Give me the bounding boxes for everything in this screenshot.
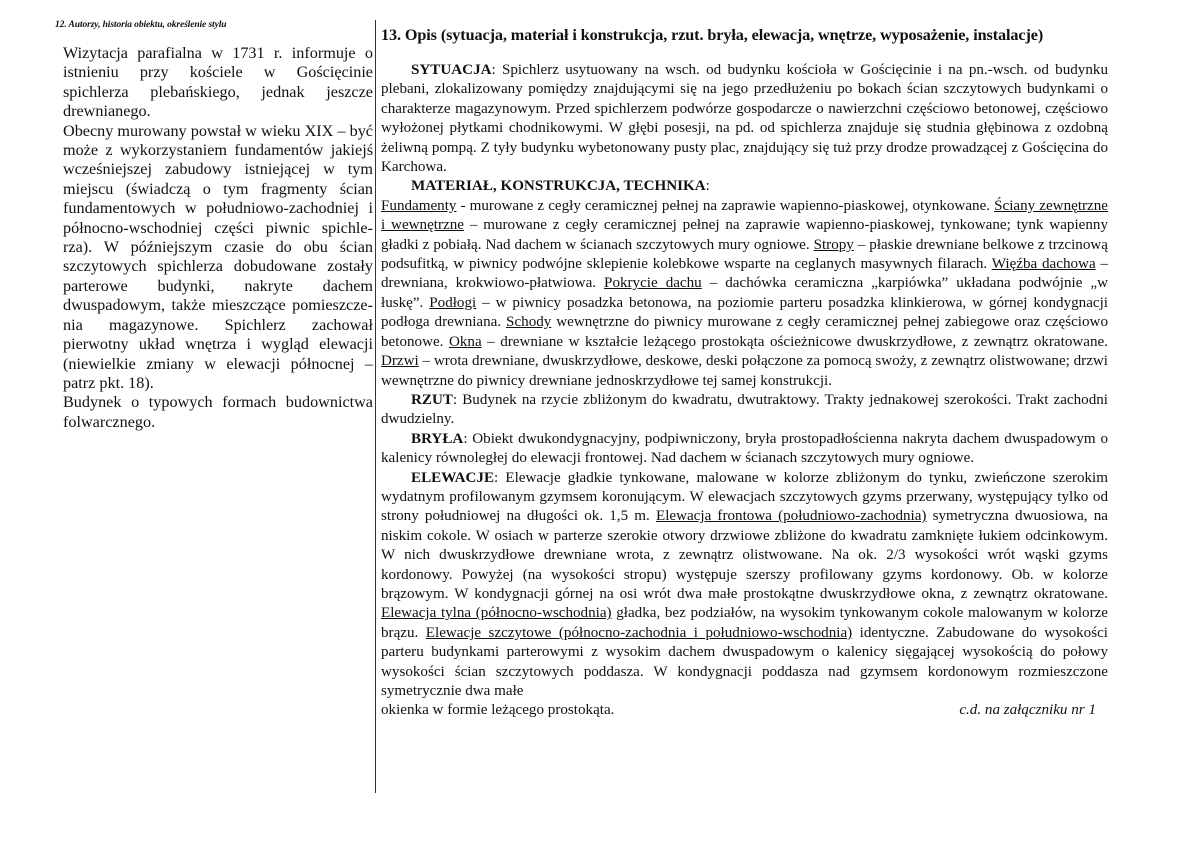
sytuacja-text: : Spichlerz usytuowany na wsch. od budynku kościoła w Gościęcinie i na pn.-wsch. od budynku plebani, zlokalizowany pomiędzy znajdującymi się na jego przedłużeniu po bokach ścian szczytowych budynkami o charakterze magazynowym. Przed spichlerzem podwórze gospodarcze o nawierzchni częściowo betonowej, częściowo wyłożonej płytkami chodnikowymi. W głębi posesji, na pd. od spichlerza znajduje się studnia głębinowa z ozdobną żeliwną pompą. Z tyły budynku wybetonowany pusty plac, znajdujący się tuż przy drodze prowadzącej z Gościęcina do Karchowa.: [381, 62, 1108, 176]
stropy-label: Stropy: [813, 236, 854, 253]
history-paragraph-2: Obecny murowany powstał w wieku XIX – być może z wykorzystaniem fundamentów jakiejś wcześniejszej zabudowy istniejącej w tym miejscu (świadczą o tym fragmenty ścian fundamentowych w południowo-zachodniej i północno-wschodniej części piwnic spichle-rza). W późniejszym czasie do obu ścian szczytowych spichlerza dobudowane zostały parterowe budynki, nakryte dachem dwuspadowym, także mieszczące pomieszcze-nia magazynowe. Spichlerz zachował pierwotny układ wnętrza i wygląd elewacji (niewielkie zmiany w elewacji północnej – patrz pkt. 18).: [63, 121, 373, 392]
section-12: [55, 20, 373, 432]
material-heading-line: MATERIAŁ, KONSTRUKCJA, TECHNIKA:: [411, 178, 710, 195]
fundamenty-label: Fundamenty: [381, 197, 457, 214]
elewacja-frontowa-label: Elewacja frontowa (południowo-zachodnia): [655, 508, 927, 525]
wiezba-label: Więźba dachowa: [991, 256, 1096, 273]
elewacje-label: ELEWACJE: [411, 469, 495, 486]
section-13-heading: 13. Opis (sytuacja, materiał i konstrukcja, rzut. bryła, elewacja, wnętrze, wyposażenie, instalacje): [381, 26, 1044, 44]
elewacje-szczytowe-label: Elewacje szczytowe (północno-zachodnia i południowo-wschodnia): [425, 624, 853, 641]
section-12-heading: 12. Autorzy, historia obiektu, określenie stylu: [55, 20, 227, 30]
final-line: [381, 701, 1108, 720]
podlogi-label: Podłogi: [429, 294, 477, 311]
elewacje-paragraph: ELEWACJE: Elewacje gładkie tynkowane, malowane w kolorze zbliżonym do tynku, zwieńczone szerokim wydatnym profilowanym gzymsem koronującym. W elewacjach szczytowych gzyms przerwany, występujący tylko od strony południowej na długości ok. 1,5 m. Elewacja frontowa (południowo-zachodnia) symetryczna dwuosiowa, na niskim cokole. W osiach w parterze szerokie otwory drzwiowe zbliżone do kwadratu zamknięte łukiem odcinkowym. W nich dwuskrzydłowe drewniane wrota, z zewnątrz olistwowane. Na ok. 2/3 wysokości wrót wąski gzyms kordonowy. Powyżej (na wysokości stropu) występuje szerszy profilowany gzyms kordonowy. Ob. w kolorze brązowym. W kondygnacji górnej na osi wrót dwa małe prostokątne dwuskrzydłowe okna, z zewnątrz okratowane. Elewacja tylna (północno-wschodnia) gładka, bez podziałów, na wysokim tynkowanym cokole malowanym w kolorze brązu. Elewacje szczytowe (północno-zachodnia i południowo-wschodnia) identyczne. Zabudowane do wysokości parteru budynkami parterowymi z wysokim dachem dwuspadowym o kalenicy sięgającej wysokością do połowy wysokości ścian szczytowych poddasza. W kondygnacji poddasza nad gzymsem kordonowym rozmieszczone symetrycznie dwa małe: [381, 469, 1108, 699]
material-label: MATERIAŁ, KONSTRUKCJA, TECHNIKA: [411, 178, 706, 195]
bryla-label: BRYŁA: [411, 430, 464, 447]
section-13: [381, 26, 1111, 721]
sytuacja-label: SYTUACJA: [411, 62, 492, 78]
pokrycie-label: Pokrycie dachu: [604, 275, 702, 292]
history-paragraph-1: Wizytacja parafialna w 1731 r. informuje o istnieniu przy kościele w Gościęcinie spichlerza plebańskiego, jednak jeszcze drewnianego.: [63, 44, 373, 121]
schody-label: Schody: [506, 314, 552, 331]
drzwi-label: Drzwi: [381, 353, 419, 370]
elewacja-tylna-label: Elewacja tylna (północno-wschodnia): [381, 605, 612, 622]
sciany-label: Ściany zewnętrzne i wewnętrzne: [381, 197, 1108, 234]
section-12-body: [63, 44, 373, 432]
elewacje-last-line: okienka w formie leżącego prostokąta.: [381, 702, 615, 719]
section-13-body: [381, 61, 1108, 721]
material-paragraph: Fundamenty - murowane z cegły ceramicznej pełnej na zaprawie wapienno-piaskowej, otynkowane. Ściany zewnętrzne i wewnętrzne – murowane z cegły ceramicznej pełnej na zaprawie wapienno-piaskowej, tynkowane; tynk wapienny gładki z pobiałą. Nad dachem w ścianach szczytowych mury ogniowe. Stropy – płaskie drewniane belkowe z trzcinową podsufitką, w piwnicy podwójne sklepienie kolebkowe wsparte na ceglanych masywnych filarach. Więźba dachowa – drewniana, krokwiowo-płatwiowa. Pokrycie dachu – dachówka ceramiczna „karpiówka” układana podwójnie „w łuskę”. Podłogi – w piwnicy posadzka betonowa, na poziomie parteru posadzka klinkierowa, w górnej kondygnacji podłoga drewniana. Schody wewnętrzne do piwnicy murowane z cegły ceramicznej pełnej zabiegowe oraz częściowo betonowe. Okna – drewniane w kształcie leżącego prostokąta ościeżnicowe dwuskrzydłowe, z zewnątrz okratowane. Drzwi – wrota drewniane, dwuskrzydłowe, deskowe, deski połączone za pomocą swoży, z zewnątrz olistwowane; drzwi wewnętrzne do piwnicy drewniane jednoskrzydłowe tej samej konstrukcji.: [381, 197, 1109, 389]
sytuacja-paragraph: [381, 61, 1108, 177]
okna-label: Okna: [448, 333, 482, 350]
bryla-paragraph: BRYŁA: Obiekt dwukondygnacyjny, podpiwniczony, bryła prostopadłościenna nakryta dachem dwuspadowym o kalenicy równoległej do elewacji frontowej. Nad dachem w ścianach szczytowych mury ogniowe.: [381, 430, 1108, 467]
rzut-label: RZUT: [411, 391, 453, 408]
rzut-paragraph: RZUT: Budynek na rzycie zbliżonym do kwadratu, dwutraktowy. Trakty jednakowej szerokości. Trakt zachodni dwudzielny.: [381, 391, 1108, 428]
column-divider: [375, 20, 376, 793]
history-paragraph-3: Budynek o typowych formach budownictwa folwarcznego.: [63, 393, 373, 431]
continuation-note: c.d. na załączniku nr 1: [959, 702, 1096, 719]
